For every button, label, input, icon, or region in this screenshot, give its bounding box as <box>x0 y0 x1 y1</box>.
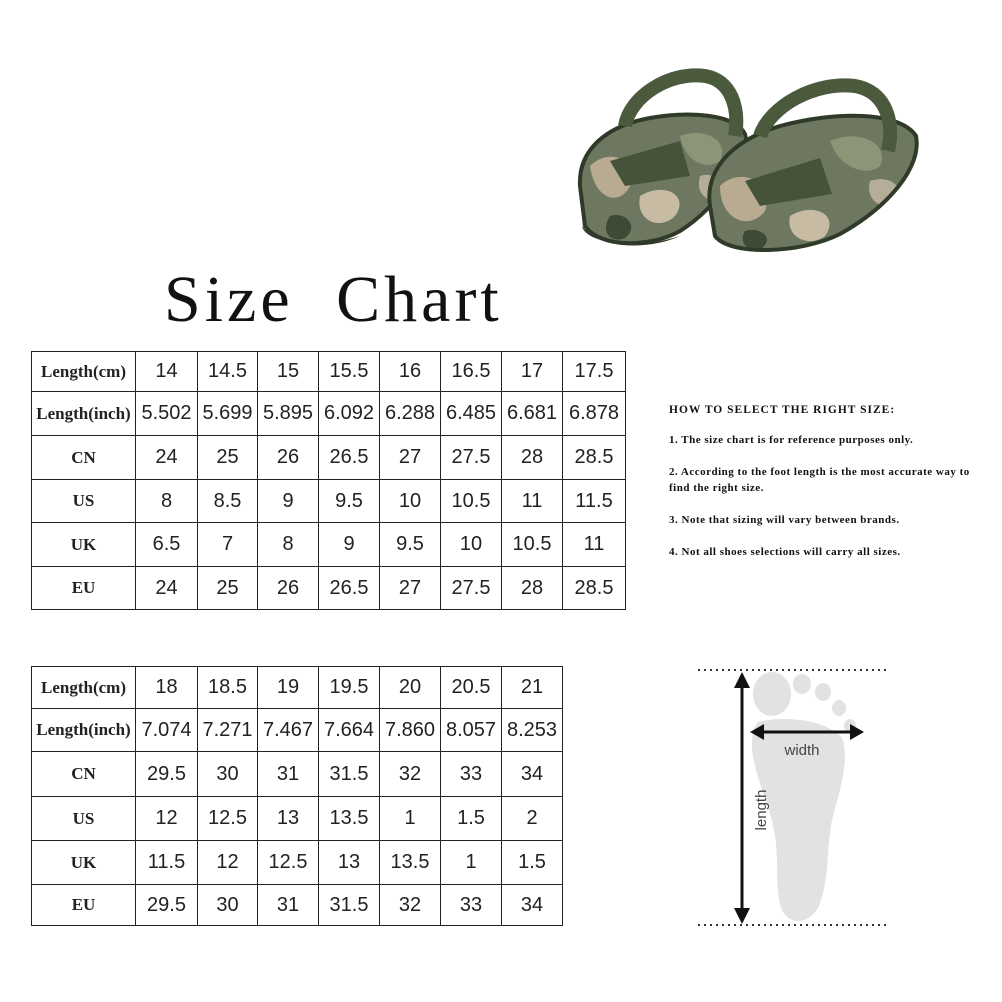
row-label: Length(inch) <box>32 392 136 436</box>
table-cell: 1.5 <box>441 797 502 841</box>
table-cell: 24 <box>136 436 198 480</box>
page-title: Size Chart <box>164 263 503 336</box>
size-table-large <box>31 666 563 926</box>
table-row <box>32 709 563 752</box>
table-row <box>32 523 626 567</box>
table-cell: 21 <box>502 667 563 709</box>
table-cell: 6.5 <box>136 523 198 567</box>
table-cell: 28 <box>502 567 563 610</box>
table-cell: 29.5 <box>136 752 198 797</box>
table-cell: 26 <box>258 436 319 480</box>
table-cell: 6.092 <box>319 392 380 436</box>
table-cell: 13.5 <box>380 841 441 885</box>
table-cell: 11 <box>502 480 563 523</box>
row-label: EU <box>32 885 136 926</box>
table-row <box>32 752 563 797</box>
table-cell: 5.502 <box>136 392 198 436</box>
table-cell: 31.5 <box>319 752 380 797</box>
tips-heading: HOW TO SELECT THE RIGHT SIZE: <box>669 404 896 416</box>
row-label: US <box>32 797 136 841</box>
table-row <box>32 667 563 709</box>
table-cell: 31 <box>258 885 319 926</box>
table-row <box>32 797 563 841</box>
table-cell: 6.878 <box>563 392 626 436</box>
table-cell: 5.895 <box>258 392 319 436</box>
table-cell: 12.5 <box>198 797 258 841</box>
table-cell: 13 <box>319 841 380 885</box>
row-label: CN <box>32 436 136 480</box>
table-cell: 12 <box>198 841 258 885</box>
table-cell: 1 <box>380 797 441 841</box>
table-cell: 5.699 <box>198 392 258 436</box>
table-cell: 26.5 <box>319 436 380 480</box>
table-cell: 14 <box>136 352 198 392</box>
table-row <box>32 885 563 926</box>
table-cell: 6.288 <box>380 392 441 436</box>
table-cell: 27 <box>380 436 441 480</box>
table-cell: 15 <box>258 352 319 392</box>
row-label: Length(cm) <box>32 667 136 709</box>
table-cell: 12.5 <box>258 841 319 885</box>
table-cell: 10.5 <box>441 480 502 523</box>
table-cell: 1.5 <box>502 841 563 885</box>
table-cell: 29.5 <box>136 885 198 926</box>
table-cell: 20.5 <box>441 667 502 709</box>
table-cell: 11.5 <box>136 841 198 885</box>
table-cell: 32 <box>380 885 441 926</box>
row-label: CN <box>32 752 136 797</box>
row-label: UK <box>32 841 136 885</box>
table-cell: 27.5 <box>441 567 502 610</box>
table-cell: 30 <box>198 752 258 797</box>
table-cell: 7.271 <box>198 709 258 752</box>
table-cell: 33 <box>441 752 502 797</box>
table-cell: 6.485 <box>441 392 502 436</box>
table-cell: 7.074 <box>136 709 198 752</box>
table-cell: 18 <box>136 667 198 709</box>
table-cell: 31.5 <box>319 885 380 926</box>
table-cell: 1 <box>441 841 502 885</box>
table-row <box>32 392 626 436</box>
table-row <box>32 841 563 885</box>
table-cell: 11 <box>563 523 626 567</box>
table-cell: 19.5 <box>319 667 380 709</box>
table-cell: 16 <box>380 352 441 392</box>
table-cell: 13 <box>258 797 319 841</box>
table-cell: 30 <box>198 885 258 926</box>
table-cell: 27 <box>380 567 441 610</box>
table-cell: 9 <box>319 523 380 567</box>
table-cell: 28 <box>502 436 563 480</box>
table-cell: 34 <box>502 752 563 797</box>
table-cell: 24 <box>136 567 198 610</box>
table-cell: 25 <box>198 436 258 480</box>
foot-measurement-diagram <box>690 660 890 930</box>
table-row <box>32 436 626 480</box>
table-cell: 8.5 <box>198 480 258 523</box>
tip-item: 2. According to the foot length is the most accurate way to find the right size. <box>669 466 970 494</box>
table-cell: 10.5 <box>502 523 563 567</box>
size-table-small <box>31 351 626 610</box>
table-cell: 28.5 <box>563 567 626 610</box>
table-cell: 7 <box>198 523 258 567</box>
table-cell: 17.5 <box>563 352 626 392</box>
table-cell: 12 <box>136 797 198 841</box>
tip-item: 3. Note that sizing will vary between brands. <box>669 514 900 526</box>
table-cell: 32 <box>380 752 441 797</box>
table-cell: 27.5 <box>441 436 502 480</box>
table-row <box>32 567 626 610</box>
table-cell: 8 <box>258 523 319 567</box>
table-cell: 7.664 <box>319 709 380 752</box>
table-cell: 33 <box>441 885 502 926</box>
table-cell: 8.057 <box>441 709 502 752</box>
table-cell: 18.5 <box>198 667 258 709</box>
size-tips <box>669 404 989 576</box>
table-cell: 15.5 <box>319 352 380 392</box>
table-cell: 19 <box>258 667 319 709</box>
tip-item: 1. The size chart is for reference purposes only. <box>669 434 914 446</box>
table-cell: 10 <box>441 523 502 567</box>
table-cell: 14.5 <box>198 352 258 392</box>
table-cell: 7.467 <box>258 709 319 752</box>
row-label: UK <box>32 523 136 567</box>
table-cell: 28.5 <box>563 436 626 480</box>
table-cell: 9 <box>258 480 319 523</box>
table-cell: 6.681 <box>502 392 563 436</box>
table-row <box>32 480 626 523</box>
table-cell: 10 <box>380 480 441 523</box>
row-label: EU <box>32 567 136 610</box>
table-cell: 26.5 <box>319 567 380 610</box>
table-cell: 9.5 <box>380 523 441 567</box>
table-cell: 26 <box>258 567 319 610</box>
length-label: length <box>753 789 770 831</box>
table-cell: 31 <box>258 752 319 797</box>
length-arrow <box>734 672 750 924</box>
table-cell: 11.5 <box>563 480 626 523</box>
table-cell: 16.5 <box>441 352 502 392</box>
table-cell: 7.860 <box>380 709 441 752</box>
table-cell: 20 <box>380 667 441 709</box>
table-cell: 2 <box>502 797 563 841</box>
table-cell: 9.5 <box>319 480 380 523</box>
sandal-product-image <box>570 66 922 256</box>
table-cell: 13.5 <box>319 797 380 841</box>
width-label: width <box>784 742 820 759</box>
tip-item: 4. Not all shoes selections will carry all sizes. <box>669 546 901 558</box>
row-label: Length(cm) <box>32 352 136 392</box>
row-label: US <box>32 480 136 523</box>
table-cell: 8.253 <box>502 709 563 752</box>
table-cell: 25 <box>198 567 258 610</box>
table-row <box>32 352 626 392</box>
table-cell: 17 <box>502 352 563 392</box>
table-cell: 8 <box>136 480 198 523</box>
row-label: Length(inch) <box>32 709 136 752</box>
table-cell: 34 <box>502 885 563 926</box>
